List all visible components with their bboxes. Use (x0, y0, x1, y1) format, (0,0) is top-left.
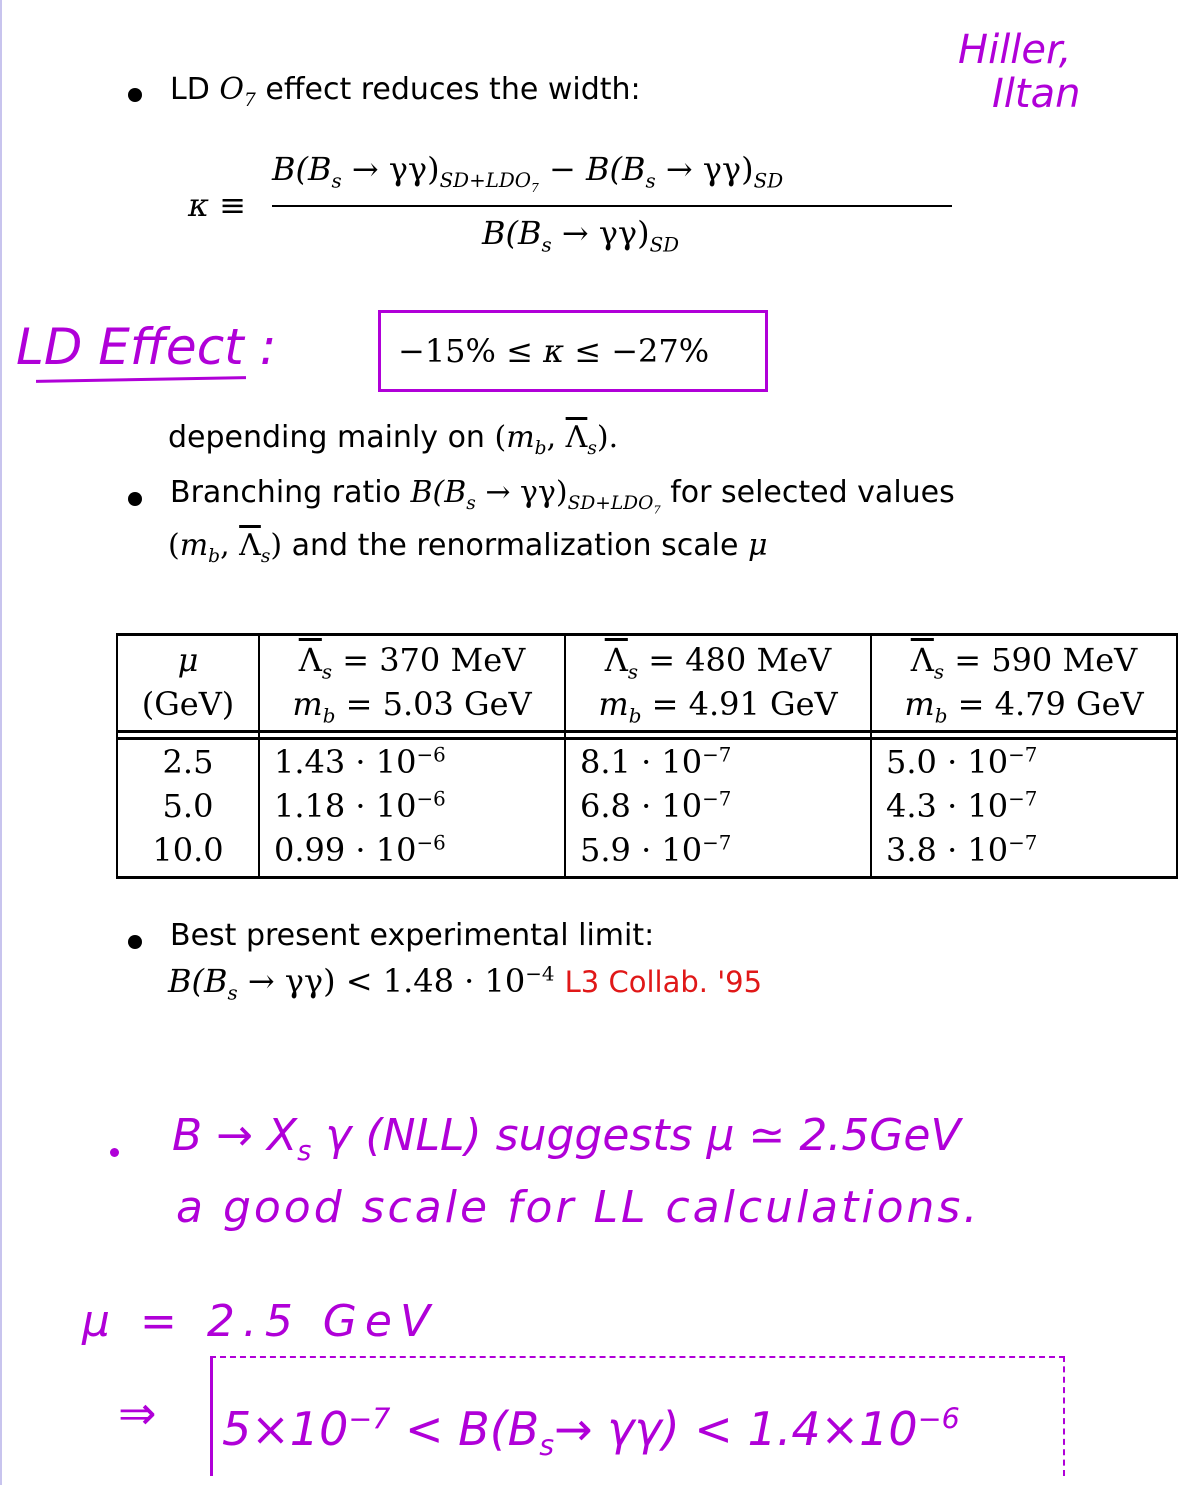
table-cell-mu: 5.0 (117, 784, 259, 828)
lim-b: B(B (168, 962, 228, 1000)
renorm-scale-text: and the renormalization scale (291, 528, 739, 563)
table-header-unit: (GeV) (117, 682, 259, 732)
val-r1-c3: 5.0 · 10 (886, 743, 1009, 781)
table-header-mb-3 (871, 682, 1177, 732)
num-o: O (514, 169, 532, 193)
th-mb-sub-1: b (322, 704, 336, 728)
table-cell (259, 739, 565, 785)
page-left-edge (0, 0, 2, 1485)
ld-effect-line (170, 72, 641, 111)
th-lambda-2: $\overline{\Lambda}$ (604, 641, 628, 679)
table-cell (565, 828, 871, 878)
th-mb-2: m (598, 685, 629, 723)
table-cell (259, 828, 565, 878)
den-s: s (541, 233, 552, 257)
lim-s: s (227, 981, 238, 1005)
fraction-bar (272, 205, 952, 207)
kappa-rel2: ≤ (574, 332, 602, 370)
exp-r2-c2: −7 (702, 787, 732, 811)
br-b: B(B (410, 475, 467, 510)
branching-line2: ($m_b$, $\overline{\Lambda}_s$) and the renormalization scale μ (168, 528, 768, 567)
exp-r1-c1: −6 (416, 743, 446, 767)
val-r2-c3: 4.3 · 10 (886, 787, 1009, 825)
num-arrow2: → γγ) (665, 150, 754, 188)
hr-low-exp: −7 (348, 1402, 391, 1436)
operator-sub: 7 (243, 90, 256, 111)
handwritten-note-line2: a good scale for LL calculations. (176, 1182, 981, 1233)
num-sd-ld: SD+LD (439, 169, 515, 193)
kappa-high: −27% (611, 332, 710, 370)
exp-r2-c1: −6 (416, 787, 446, 811)
br-lambda-sub: s (260, 546, 271, 567)
num-o-index: 7 (531, 181, 539, 196)
val-r1-c1: 1.43 · 10 (274, 743, 417, 781)
th-mb-val-3: = 4.79 GeV (957, 685, 1144, 723)
br-mb: m (179, 528, 209, 563)
br-mb-sub: b (208, 546, 221, 567)
val-r1-c2: 8.1 · 10 (580, 743, 703, 781)
table-cell-mu: 10.0 (117, 828, 259, 878)
br-o-index: 7 (653, 502, 661, 517)
val-r3-c1: 0.99 · 10 (274, 831, 417, 869)
handwritten-author-1: Hiller, (958, 27, 1072, 73)
hr-low: 5×10 (222, 1402, 349, 1456)
kappa-lhs: κ ≡ (188, 186, 246, 224)
table-header-lambda-1 (259, 635, 565, 683)
table-row (117, 828, 1177, 878)
table-row (117, 739, 1177, 785)
hr-high-exp: −6 (917, 1402, 960, 1436)
br-lambda: $\overline{\Lambda}$ (239, 528, 261, 563)
hr-mid-post: → γγ) < 1.4×10 (554, 1402, 918, 1456)
th-lambda-val-2: = 480 MeV (648, 641, 832, 679)
handwritten-result (222, 1402, 960, 1463)
num-b2: B(B (586, 150, 646, 188)
th-mb-val-1: = 5.03 GeV (345, 685, 532, 723)
citation-l3: L3 Collab. '95 (564, 965, 763, 999)
th-mb-3: m (904, 685, 935, 723)
table-cell (565, 784, 871, 828)
val-r2-c2: 6.8 · 10 (580, 787, 703, 825)
num-s2: s (645, 169, 656, 193)
branching-ratio-table (116, 633, 1178, 879)
den-b: B(B (482, 214, 542, 252)
operator-o: O (219, 72, 244, 107)
bullet-limit (128, 935, 142, 949)
kappa-rel1: ≤ (506, 332, 533, 370)
handwritten-mu-value: μ = 2.5 GeV (82, 1296, 439, 1347)
th-lambda-sub-3: s (933, 660, 945, 684)
ld-effect-desc: effect reduces the width: (265, 72, 641, 107)
table-cell (565, 739, 871, 785)
handwritten-result-arrow: ⇒ (118, 1386, 157, 1440)
handwritten-ld-effect-label: LD Effect : (16, 318, 277, 376)
num-s1: s (331, 169, 342, 193)
den-arrow: → γγ) (561, 214, 650, 252)
br-arrow: → γγ) (485, 475, 568, 510)
hr-mid: < B(B (405, 1402, 540, 1456)
branching-line1 (170, 475, 955, 517)
formula-denominator (482, 214, 680, 257)
handwritten-bullet (110, 1148, 119, 1157)
exp-r1-c2: −7 (702, 743, 732, 767)
hn-nll: γ (NLL) suggests μ ≃ 2.5GeV (325, 1110, 961, 1161)
dep-lambda-sub: s (587, 438, 597, 459)
mu-symbol: μ (747, 528, 768, 563)
depending-line: depending mainly on ($m_b$, $\overline{\Lambda}_s$). (168, 420, 619, 459)
den-sd: SD (649, 233, 680, 257)
th-lambda-val-3: = 590 MeV (954, 641, 1138, 679)
bullet-branching (128, 492, 142, 506)
limit-formula: $B(B_s \to \gamma\gamma) < 1.48 \cdot 10^{-4}$ L3 Collab. '95 (168, 962, 763, 1005)
th-lambda-3: $\overline{\Lambda}$ (910, 641, 934, 679)
br-o: O (638, 493, 654, 514)
table-header-lambda-3 (871, 635, 1177, 683)
dep-mb: m (506, 420, 535, 455)
exp-r1-c3: −7 (1008, 743, 1038, 767)
exp-r3-c1: −6 (416, 831, 446, 855)
table-header-mb-2 (565, 682, 871, 732)
num-arrow1: → γγ) (351, 150, 440, 188)
table-cell (871, 784, 1177, 828)
depending-text: depending mainly on (168, 420, 485, 455)
dep-lambda: $\overline{\Lambda}$ (565, 420, 588, 455)
exp-r3-c3: −7 (1008, 831, 1038, 855)
th-lambda-1: $\overline{\Lambda}$ (298, 641, 322, 679)
table-cell-mu: 2.5 (117, 739, 259, 785)
th-mb-1: m (292, 685, 323, 723)
th-mb-sub-2: b (628, 704, 642, 728)
th-lambda-val-1: = 370 MeV (342, 641, 526, 679)
branching-selected-values: for selected values (670, 475, 955, 510)
hn-x-sub: s (297, 1135, 312, 1167)
exp-r3-c2: −7 (702, 831, 732, 855)
val-r2-c1: 1.18 · 10 (274, 787, 417, 825)
exp-r2-c3: −7 (1008, 787, 1038, 811)
br-sd-ld: SD+LD (567, 493, 639, 514)
table-header-lambda-2 (565, 635, 871, 683)
num-sd: SD (753, 169, 784, 193)
table-cell (871, 739, 1177, 785)
table-header-mb-1 (259, 682, 565, 732)
table-cell (871, 828, 1177, 878)
table-header-mu: μ (117, 635, 259, 683)
lim-arrow: → γγ) (247, 962, 336, 1000)
formula-numerator (272, 150, 784, 196)
hr-mid-sub: s (539, 1429, 555, 1463)
th-mb-val-2: = 4.91 GeV (651, 685, 838, 723)
kappa-range (398, 332, 709, 370)
limit-exp: −4 (525, 962, 555, 986)
bullet-ld-effect (128, 88, 142, 102)
handwritten-authors (958, 28, 1080, 116)
th-lambda-sub-2: s (627, 660, 639, 684)
ld-text: LD (170, 72, 210, 107)
kappa-symbol: κ (543, 332, 565, 370)
val-r3-c2: 5.9 · 10 (580, 831, 703, 869)
limit-value: 1.48 · 10 (382, 962, 526, 1000)
table-cell (259, 784, 565, 828)
kappa-low: −15% (398, 332, 496, 370)
handwritten-underline (36, 376, 246, 383)
limit-heading: Best present experimental limit: (170, 918, 655, 953)
th-mb-sub-3: b (934, 704, 948, 728)
num-b1: B(B (272, 150, 332, 188)
dep-mb-sub: b (534, 438, 547, 459)
handwritten-note-line1 (172, 1110, 961, 1167)
num-minus: − (549, 150, 576, 188)
br-s: s (466, 493, 476, 514)
branching-label: Branching ratio (170, 475, 401, 510)
th-lambda-sub-1: s (321, 660, 333, 684)
table-row (117, 784, 1177, 828)
val-r3-c3: 3.8 · 10 (886, 831, 1009, 869)
hn-b-to-x: B → X (172, 1110, 298, 1161)
handwritten-author-2: Iltan (992, 71, 1081, 117)
